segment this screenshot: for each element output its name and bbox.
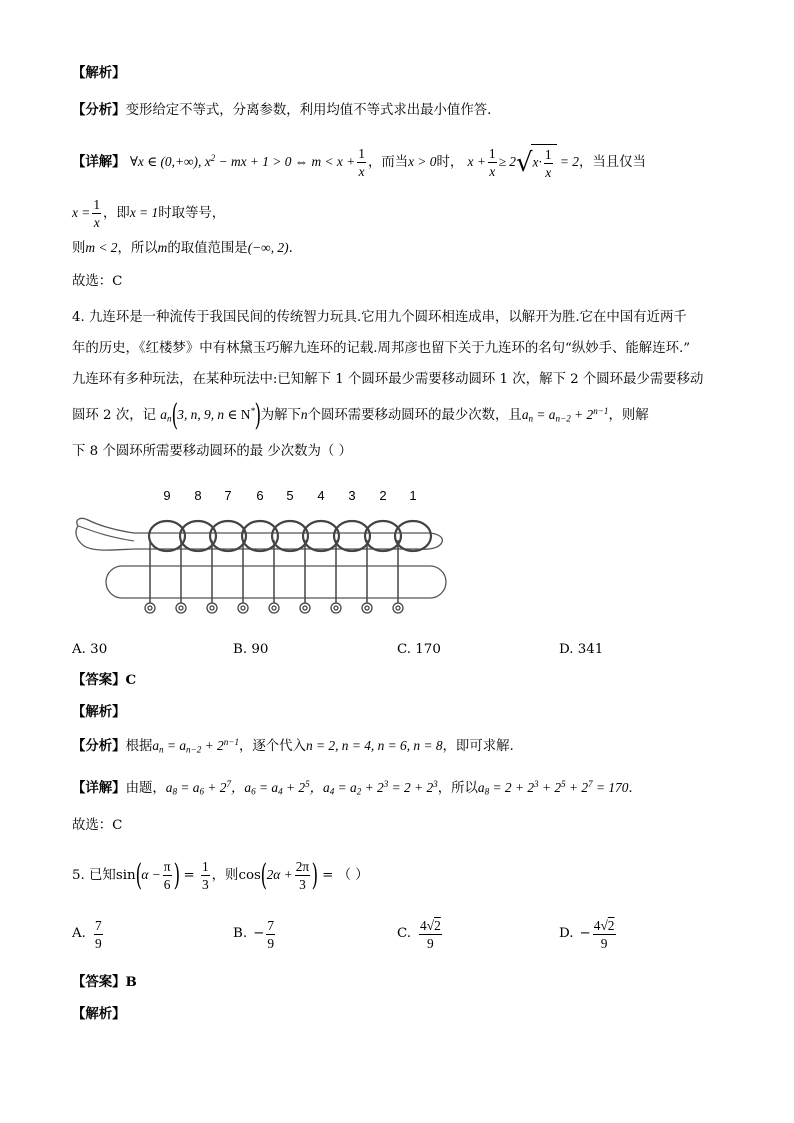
formula-geq-2: ≥ 2 (498, 154, 516, 169)
frac-pi-6: $\frac{\pi}{6}$ (163, 859, 171, 892)
fenxi-text: 变形给定不等式，分离参数，利用均值不等式求出最小值作答. (125, 103, 492, 118)
ring-label: 9 (163, 488, 171, 503)
formula-n-values: n = 2, n = 4, n = 6, n = 8 (305, 738, 443, 753)
detail-text-2: 时， (436, 155, 464, 170)
analysis-line-prev (72, 100, 491, 121)
formula-eq-2b: = (317, 868, 338, 883)
conclusion-line-prev (72, 238, 293, 259)
q4-line4-a: 圆环 2 次，记 (72, 408, 156, 424)
ring-label: 4 (317, 488, 325, 503)
q4-analysis-heading: 【解析】 (72, 704, 126, 720)
q4-line4-b: 为解下 (260, 408, 301, 424)
formula-x-eq-1: x = 1 (129, 205, 159, 220)
sqrt-sign: √ (515, 147, 533, 178)
q4-line-3: 九连环有多种玩法，在某种玩法中:已知解下 1 个圆环最少需要移动圆环 1 次，解下 2 个圆环最少需要移动 (72, 372, 704, 387)
frac-4sqrt2-9: $\frac{4√2}{9}$ (420, 917, 441, 951)
q4-option-b[interactable]: B. 90 (233, 642, 269, 657)
xiangjie-tag: 【详解】 (72, 154, 126, 170)
answer-line-prev: 故选：C (72, 274, 123, 289)
q4-xiangjie-tag: 【详解】 (72, 780, 126, 796)
q5-stem (72, 858, 369, 893)
q5-lead: 5. 已知 (72, 868, 116, 883)
ring-label: 1 (409, 488, 417, 503)
nine-rings-figure (72, 480, 452, 630)
q5-tail: （ ） (337, 868, 369, 883)
formula-2alpha: 2α + (266, 867, 293, 882)
formula-a8-chain: $a_8 = a_6 + 2^7$，$a_6 = a_4 + 2^5$，$a_4 = a_2 + 2^3 = 2 + 2^3$ (165, 779, 438, 797)
frac-2pi-3: $\frac{2\pi}{3}$ (295, 859, 310, 892)
ring-label: 8 (194, 488, 202, 503)
formula-am-gm: x + (467, 154, 486, 169)
paren-r-2: ) (311, 857, 319, 893)
formula-a8-result: $a_8 = 2 + 2^3 + 2^5 + 2^7 = 170$ (477, 779, 629, 797)
rings (149, 521, 431, 551)
q4-detail-1: 由题， (125, 781, 166, 796)
fenxi-tag: 【分析】 (72, 102, 126, 118)
q4-fenxi-2: ，逐个代入 (239, 739, 306, 754)
period: . (288, 241, 293, 256)
frac-1-over-x-b: $\frac{1}{x}$ (488, 146, 496, 179)
q5-option-b-label: B. (233, 926, 248, 941)
formula-cos: cos (238, 868, 261, 883)
q4-fenxi-line (72, 736, 514, 757)
ring-label: 7 (224, 488, 232, 503)
paren-l: ( (135, 857, 142, 893)
detail-line-prev-2 (72, 196, 225, 231)
period-q4: . (628, 781, 633, 796)
q4-fenxi-3: ，即可求解. (442, 739, 514, 754)
q4-line-5: 下 8 个圆环所需要移动圆环的最 少次数为（ ） (72, 444, 352, 459)
q4-line4-d: ，则解 (608, 408, 649, 424)
q4-option-c[interactable]: C. 170 (397, 642, 441, 657)
analysis-heading-prev: 【解析】 (72, 65, 126, 81)
formula-m: m (157, 240, 168, 255)
q5-answer: 【答案】B (72, 974, 137, 990)
q5-mid: ，则 (211, 868, 239, 883)
formula-alpha: α − (141, 867, 161, 882)
frac-neg-7-9: $\frac{7}{9}$ (267, 917, 275, 951)
ring-label: 2 (379, 488, 387, 503)
detail-text-1: ，而当 (367, 155, 409, 170)
q5-option-a[interactable] (72, 912, 105, 956)
q4-line-1: 4. 九连环是一种流传于我国民间的传统智力玩具.它用九个圆环相连成串，以解开为胜.它在中国有近两千 (72, 310, 687, 325)
minus-sign: − (253, 926, 265, 941)
q4-fenxi-1: 根据 (125, 739, 153, 754)
formula-eq: = (179, 868, 199, 883)
sqrt-body: x· $\frac{1}{x}$ (531, 144, 557, 181)
q5-option-c-label: C. (397, 926, 412, 941)
ring-label: 5 (286, 488, 294, 503)
q4-option-a[interactable]: A. 30 (72, 642, 108, 657)
q5-analysis-heading: 【解析】 (72, 1006, 126, 1022)
handle-loop (76, 518, 442, 550)
handle-tail (78, 526, 134, 541)
formula-range: (−∞, 2) (247, 240, 289, 255)
q5-option-d[interactable] (559, 912, 618, 956)
then-text-1: 则 (72, 241, 86, 256)
frac-1-over-x-c: $\frac{1}{x}$ (93, 197, 101, 230)
minus-sign-d: − (579, 926, 591, 941)
q5-option-a-label: A. (72, 926, 86, 941)
formula-an-domain: $a_n(3$, n, 9, n ∈ N*) (160, 398, 262, 433)
q5-option-d-label: D. (559, 926, 574, 941)
q4-answer-line: 故选：C (72, 818, 123, 833)
formula-forall: ∀x ∈ (0,+∞), $x^2$ − mx + 1 > 0 ⇔ m < x + (129, 153, 356, 169)
frac-7-9: $\frac{7}{9}$ (94, 917, 102, 951)
frac-1-over-x: $\frac{1}{x}$ (358, 146, 365, 179)
detail-text-5: 时取等号， (158, 206, 226, 221)
q4-options (72, 640, 722, 664)
q4-option-d[interactable]: D. 341 (559, 642, 604, 657)
formula-recurrence-b: $a_n = a_{n-2} + 2^{n-1}$ (152, 737, 240, 755)
ring-label: 6 (256, 488, 264, 503)
q4-line-2: 年的历史，《红楼梦》中有林黛玉巧解九连环的记载.周邦彦也留下关于九连环的名句“纵妙手、能解连环.” (72, 341, 691, 356)
knobs (145, 603, 403, 613)
q4-detail-2: ，所以 (437, 781, 478, 796)
formula-eq-2: = 2 (556, 154, 579, 169)
formula-m-lt-2: m < 2 (85, 240, 118, 255)
formula-sin: sin (115, 868, 136, 883)
q5-option-c[interactable] (397, 912, 444, 956)
formula-recurrence: $a_n = a_{n-2} + 2^{n-1}$ (521, 406, 609, 424)
paren-r: ) (173, 857, 180, 893)
frac-neg-4sqrt2-9: $\frac{4√2}{9}$ (593, 917, 615, 951)
detail-line-prev-1 (72, 144, 646, 181)
formula-x-eq: x = (72, 205, 91, 220)
q5-option-b[interactable] (233, 912, 277, 956)
detail-text-3: ，当且仅当 (578, 155, 646, 170)
q4-answer: 【答案】C (72, 672, 137, 688)
detail-text-4: ，即 (103, 206, 130, 221)
formula-n: n (300, 407, 308, 423)
q4-line4-c: 个圆环需要移动圆环的最少次数，且 (307, 408, 522, 424)
then-text-2: ，所以 (117, 241, 158, 256)
q4-line-4 (72, 398, 649, 433)
q5-options (72, 912, 722, 956)
base-bar (106, 566, 446, 598)
paren-l-2: ( (260, 857, 267, 893)
q4-detail-line (72, 778, 633, 799)
q4-fenxi-tag: 【分析】 (72, 738, 126, 754)
formula-x-positive: x > 0 (408, 154, 437, 169)
ring-label: 3 (348, 488, 356, 503)
then-text-3: 的取值范围是 (167, 241, 248, 256)
frac-1-3: $\frac{1}{3}$ (201, 859, 209, 892)
